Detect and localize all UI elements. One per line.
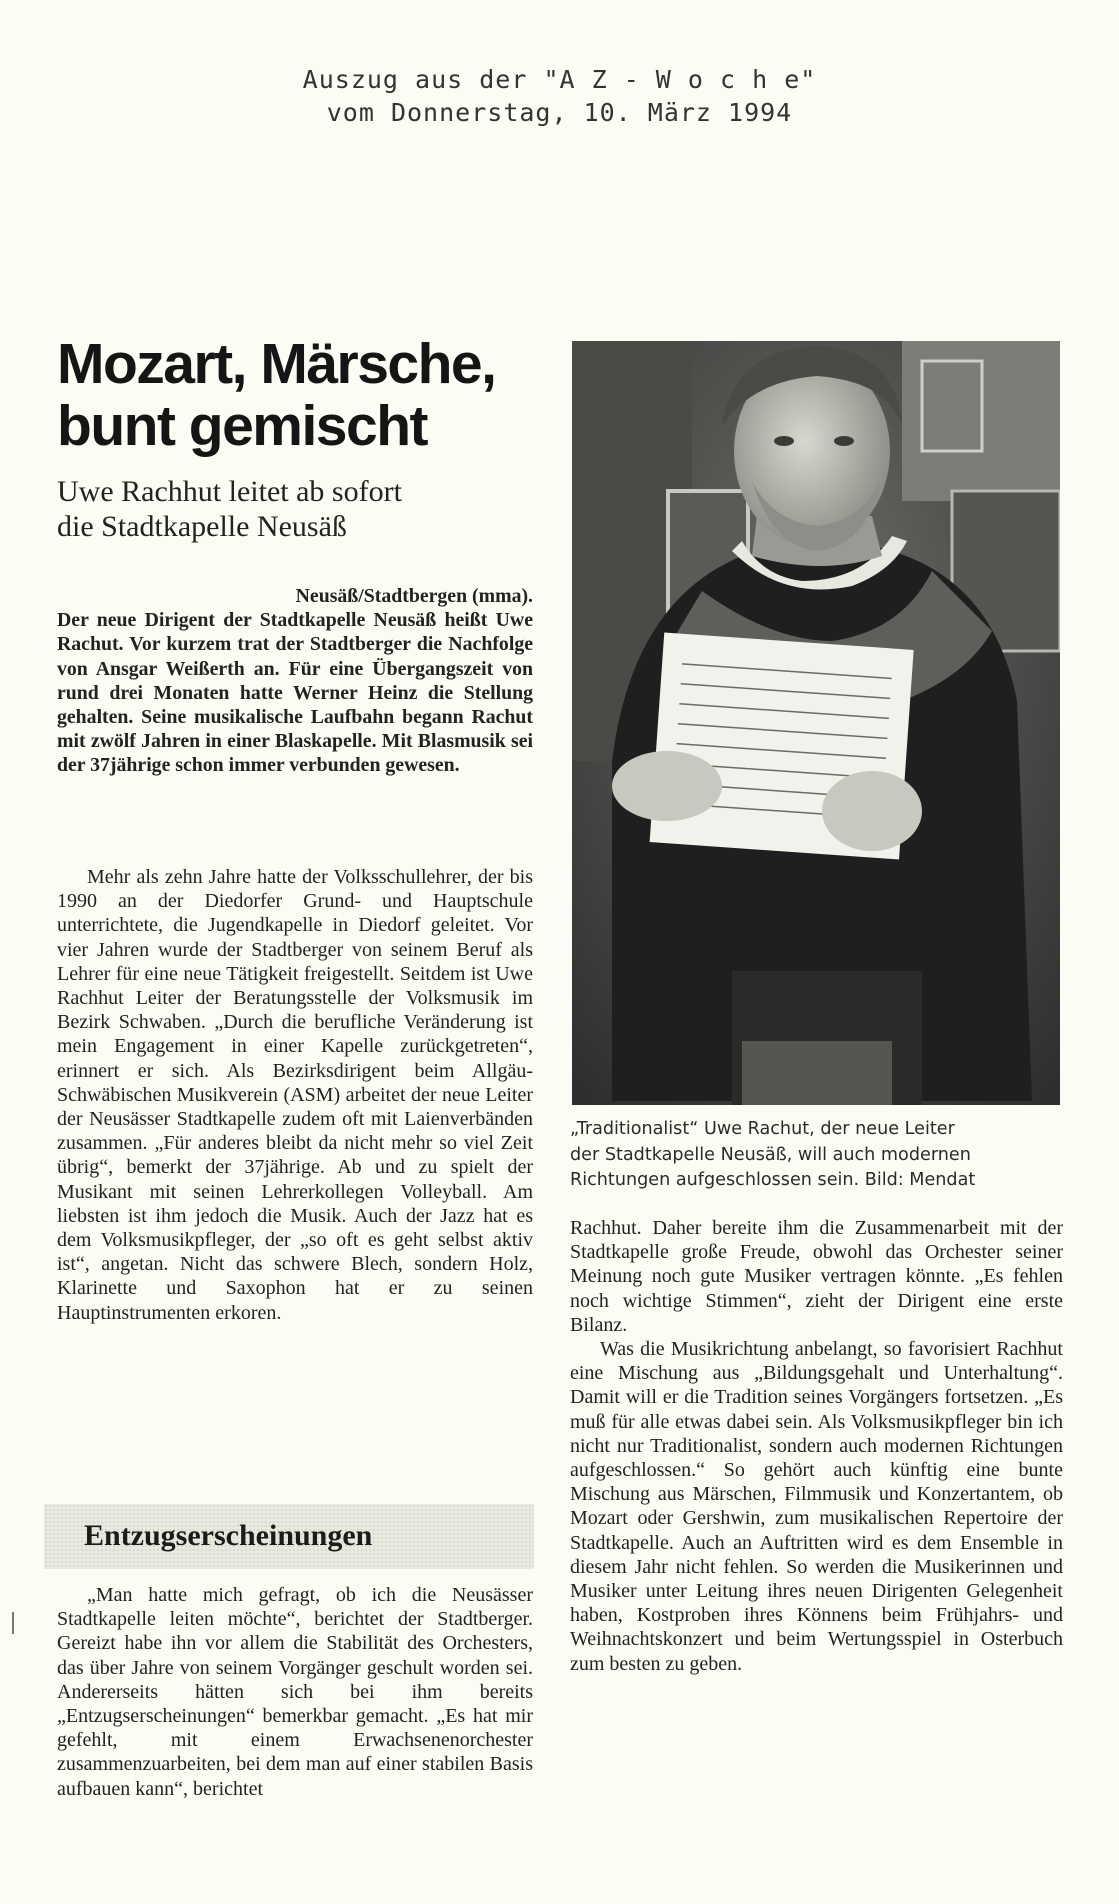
article-lead	[57, 584, 533, 778]
margin-mark	[12, 1612, 14, 1634]
photo-illustration	[572, 341, 1060, 1105]
clipping-header	[0, 63, 1119, 129]
subheadline-line-1: Uwe Rachhut leitet ab sofort	[57, 475, 402, 508]
dateline: Neusäß/Stadtbergen (mma).	[295, 585, 533, 607]
lead-paragraph: Der neue Dirigent der Stadtkapelle Neusäß heißt Uwe Rachut. Vor kurzem trat der Stadtberger die Nachfolge von Ansgar Weißerth an. Für eine Übergangszeit von rund drei Monaten hatte Werner Heinz die Stellung gehalten. Seine musikalische Laufbahn begann Rachut mit zwölf Jahren in einer Blaskapelle. Mit Blasmusik sei der 37jährige schon immer verbunden gewesen.	[57, 609, 533, 777]
body-paragraph-1: Mehr als zehn Jahre hatte der Volksschullehrer, der bis 1990 an der Diedorfer Grund- und Hauptschule unterrichtete, die Jugendkapelle in Diedorf geleitet. Vor vier Jahren wurde der Stadtberger von seinem Beruf als Lehrer für eine neue Tätigkeit freigestellt. Seitdem ist Uwe Rachhut Leiter der Beratungsstelle der Volksmusik im Bezirk Schwaben. „Durch die berufliche Veränderung ist mein Engagement in einer Kapelle zurückgetreten“, erinnert er sich. Als Bezirksdirigent beim Allgäu-Schwäbischen Musikverein (ASM) arbeitet der neue Leiter der Neusässer Stadtkapelle zudem oft mit Laienverbänden zusammen. „Für anderes bleibt da nicht mehr so viel Zeit übrig“, bemerkt der 37jährige. Ab und zu spielt der Musikant mit seinen Lehrerkollegen Volleyball. Am liebsten ist ihm jedoch die Musik. Auch der Jazz hat es dem Volksmusikpfleger, der „so oft es geht selbst aktiv ist“, angetan. Nicht das schwere Blech, sondern Holz, Klarinette und Saxophon hat er zu seinen Hauptinstrumenten erkoren.	[57, 866, 533, 1324]
caption-line-2: der Stadtkapelle Neusäß, will auch modernen	[570, 1144, 971, 1165]
body-column-left-bottom	[57, 1583, 533, 1801]
body-column-left-top	[57, 865, 533, 1325]
header-source-line: Auszug aus der "A Z - W o c h e"	[302, 65, 817, 94]
photo-caption	[570, 1117, 1065, 1194]
section-subheading: Entzugserscheinungen	[84, 1519, 373, 1552]
headline-line-2: bunt gemischt	[57, 394, 428, 458]
subheadline-line-2: die Stadtkapelle Neusäß	[57, 510, 347, 543]
conductor-photo	[572, 341, 1060, 1105]
header-date-line: vom Donnerstag, 10. März 1994	[326, 98, 793, 127]
caption-line-1: „Traditionalist“ Uwe Rachut, der neue Leiter	[570, 1119, 955, 1139]
article-headline	[57, 333, 517, 457]
caption-line-3: Richtungen aufgeschlossen sein. Bild: Mendat	[570, 1170, 976, 1190]
body-paragraph-3: Rachhut. Daher bereite ihm die Zusammenarbeit mit der Stadtkapelle große Freude, obwohl das Orchester seiner Meinung noch gute Musiker vertragen könnte. „Es fehlen noch wichtige Stimmen“, zieht der Dirigent eine erste Bilanz.	[570, 1217, 1063, 1336]
body-paragraph-4: Was die Musikrichtung anbelangt, so favorisiert Rachhut eine Mischung aus „Bildungsgehalt und Unterhaltung“. Damit will er die Tradition seines Vorgängers fortsetzen. „Es muß für alle etwas dabei sein. Als Volksmusikpfleger bin ich nicht nur Traditionalist, sondern auch modernen Richtungen aufgeschlossen.“ So gehört auch künftig eine bunte Mischung aus Märschen, Filmmusik und Konzertantem, ob Mozart oder Gershwin, zum musikalischen Repertoire der Stadtkapelle. Auch an Auftritten wird es dem Ensemble in diesem Jahr nicht fehlen. So werden die Musikerinnen und Musiker unter Leitung ihres neuen Dirigenten Gelegenheit haben, Kostproben ihres Könnens beim Frühjahrs- und Weihnachtskonzert und beim Wertungsspiel in Osterbuch zum besten zu geben.	[570, 1338, 1063, 1675]
headline-line-1: Mozart, Märsche,	[57, 332, 496, 396]
body-column-right	[570, 1216, 1063, 1676]
body-paragraph-2: „Man hatte mich gefragt, ob ich die Neusässer Stadtkapelle leiten möchte“, berichtet der Stadtberger. Gereizt habe ihn vor allem die Stabilität des Orchesters, das über Jahre von seinem Vorgänger geschult worden sei. Andererseits hätten sich bei ihm bereits „Entzugserscheinungen“ bemerkbar gemacht. „Es hat mir gefehlt, mit einem Erwachsenenorchester zusammenzuarbeiten, bei dem man auf einer stabilen Basis aufbauen kann“, berichtet	[57, 1584, 533, 1800]
article-subheadline	[57, 474, 527, 544]
